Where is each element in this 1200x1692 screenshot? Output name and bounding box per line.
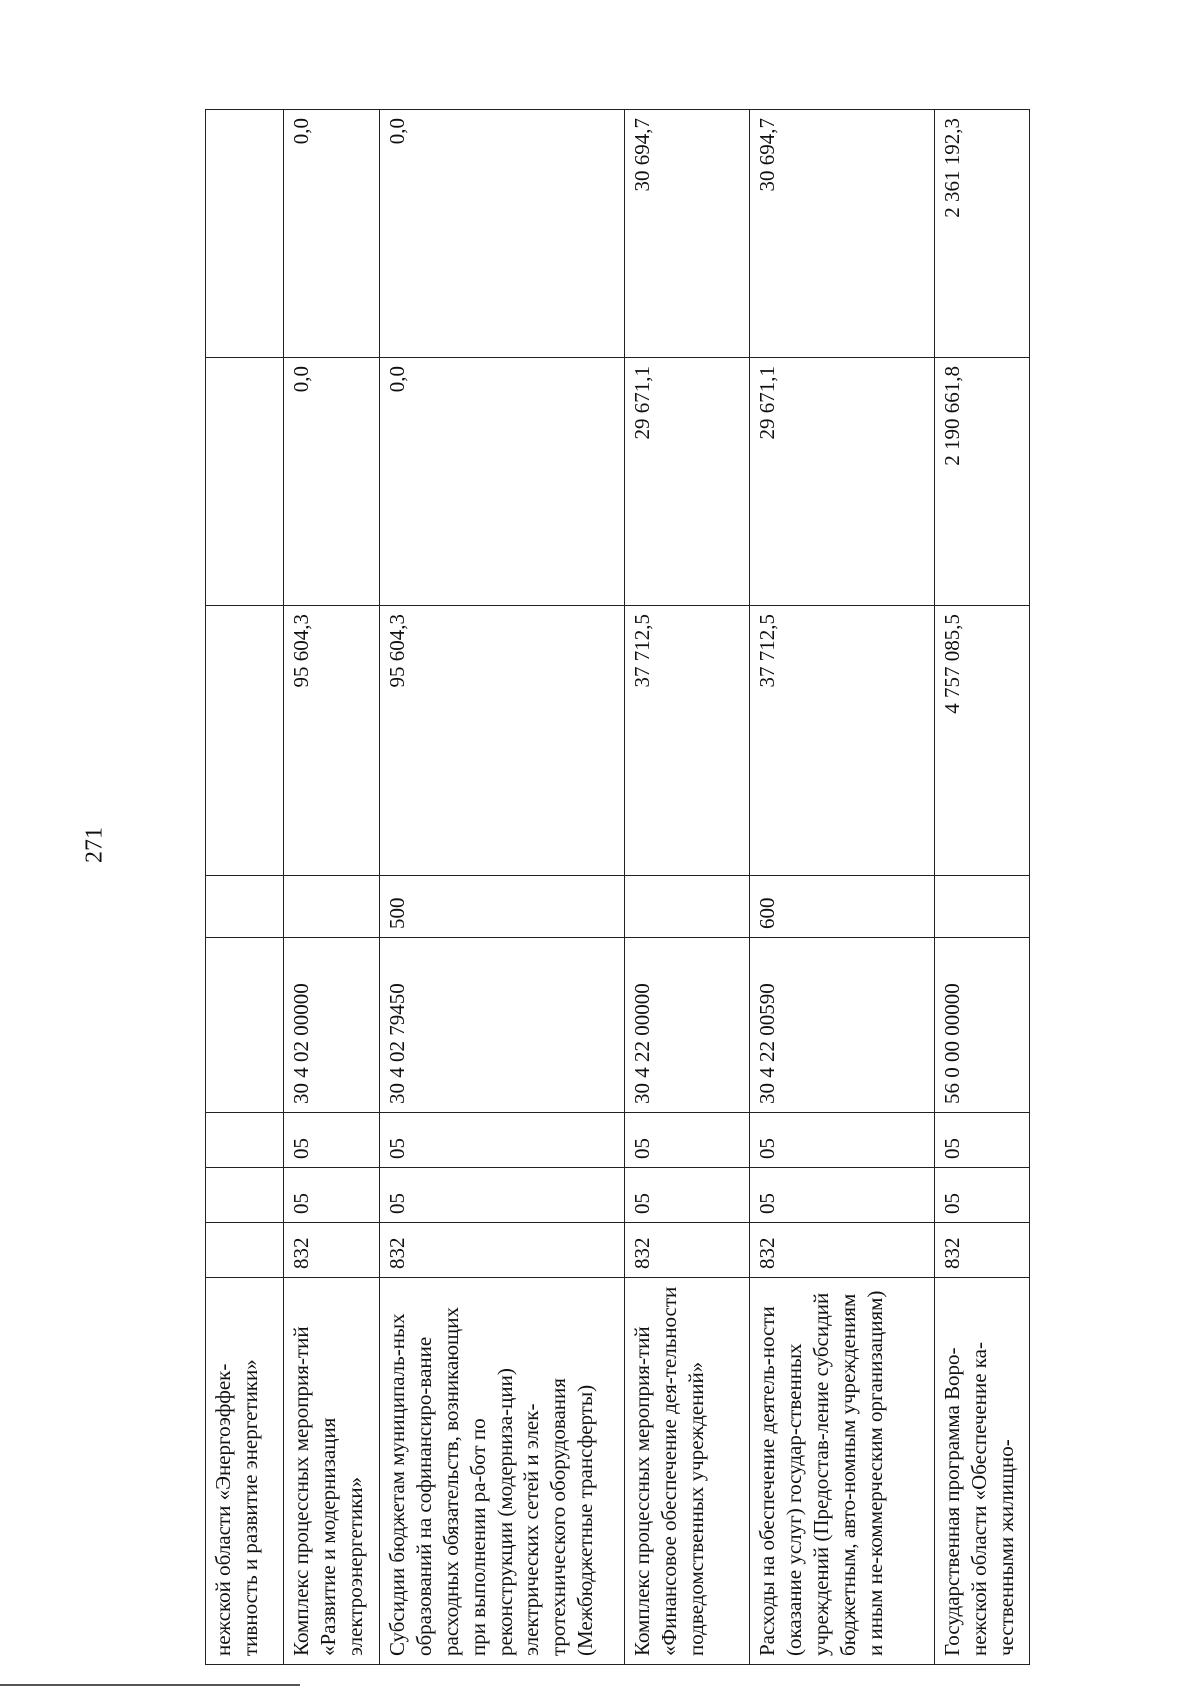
table-row bbox=[750, 110, 935, 1665]
subsection-cell: 05 bbox=[625, 1113, 750, 1168]
table-row bbox=[284, 110, 380, 1665]
expense-type-cell bbox=[206, 876, 284, 938]
expense-type-cell bbox=[284, 876, 380, 938]
description-cell: нежской области «Энергоэффек-тивность и развитие энергетики» bbox=[206, 1278, 284, 1665]
table-row bbox=[625, 110, 750, 1665]
table-container bbox=[205, 110, 1099, 1665]
amount-2025-cell: 95 604,3 bbox=[284, 606, 380, 876]
section-cell: 05 bbox=[750, 1168, 935, 1223]
amount-2027-cell bbox=[206, 110, 284, 358]
amount-2027-cell: 30 694,7 bbox=[625, 110, 750, 358]
description-cell: Комплекс процессных мероприя-тий «Развитие и модернизация электроэнергетики» bbox=[284, 1278, 380, 1665]
amount-2025-cell: 37 712,5 bbox=[750, 606, 935, 876]
amount-2026-cell: 2 190 661,8 bbox=[935, 358, 1030, 606]
amount-2027-cell: 0,0 bbox=[284, 110, 380, 358]
target-article-cell bbox=[206, 938, 284, 1113]
ministry-cell: 832 bbox=[750, 1223, 935, 1278]
target-article-cell: 30 4 22 00590 bbox=[750, 938, 935, 1113]
section-cell: 05 bbox=[380, 1168, 625, 1223]
subsection-cell: 05 bbox=[284, 1113, 380, 1168]
amount-2027-cell: 0,0 bbox=[380, 110, 625, 358]
expense-type-cell: 600 bbox=[750, 876, 935, 938]
ministry-cell: 832 bbox=[625, 1223, 750, 1278]
amount-2026-cell: 0,0 bbox=[284, 358, 380, 606]
amount-2026-cell: 29 671,1 bbox=[625, 358, 750, 606]
amount-2026-cell: 29 671,1 bbox=[750, 358, 935, 606]
expense-type-cell bbox=[935, 876, 1030, 938]
subsection-cell: 05 bbox=[935, 1113, 1030, 1168]
target-article-cell: 30 4 22 00000 bbox=[625, 938, 750, 1113]
amount-2025-cell: 95 604,3 bbox=[380, 606, 625, 876]
table-row bbox=[380, 110, 625, 1665]
subsection-cell: 05 bbox=[750, 1113, 935, 1168]
amount-2025-cell bbox=[206, 606, 284, 876]
ministry-cell: 832 bbox=[284, 1223, 380, 1278]
subsection-cell: 05 bbox=[380, 1113, 625, 1168]
target-article-cell: 30 4 02 79450 bbox=[380, 938, 625, 1113]
expense-type-cell: 500 bbox=[380, 876, 625, 938]
scan-artifact-line bbox=[0, 1684, 300, 1686]
amount-2026-cell: 0,0 bbox=[380, 358, 625, 606]
section-cell: 05 bbox=[935, 1168, 1030, 1223]
expense-type-cell bbox=[625, 876, 750, 938]
rotated-page-content bbox=[205, 110, 1099, 1665]
description-cell: Субсидии бюджетам муниципаль-ных образований на софинансиро-вание расходных обязательств, возникающих при выполнении ра-бот по реконструкции (модерниза-ции) электрических сетей и элек-тротехнического оборудования (Межбюджетные трансферты) bbox=[380, 1278, 625, 1665]
target-article-cell: 30 4 02 00000 bbox=[284, 938, 380, 1113]
amount-2027-cell: 30 694,7 bbox=[750, 110, 935, 358]
amount-2025-cell: 4 757 085,5 bbox=[935, 606, 1030, 876]
ministry-cell: 832 bbox=[935, 1223, 1030, 1278]
table-row bbox=[935, 110, 1030, 1665]
ministry-cell: 832 bbox=[380, 1223, 625, 1278]
table-row bbox=[206, 110, 284, 1665]
page-number: 271 bbox=[81, 827, 108, 863]
description-cell: Расходы на обеспечение деятель-ности (оказание услуг) государ-ственных учреждений (Предостав-ление субсидий бюджетным, авто-номным учреждениям и иным не-коммерческим организациям) bbox=[750, 1278, 935, 1665]
section-cell bbox=[206, 1168, 284, 1223]
section-cell: 05 bbox=[284, 1168, 380, 1223]
target-article-cell: 56 0 00 00000 bbox=[935, 938, 1030, 1113]
budget-table bbox=[205, 109, 1030, 1665]
amount-2025-cell: 37 712,5 bbox=[625, 606, 750, 876]
section-cell: 05 bbox=[625, 1168, 750, 1223]
ministry-cell bbox=[206, 1223, 284, 1278]
description-cell: Комплекс процессных мероприя-тий «Финансовое обеспечение дея-тельности подведомственных учреждений» bbox=[625, 1278, 750, 1665]
subsection-cell bbox=[206, 1113, 284, 1168]
amount-2027-cell: 2 361 192,3 bbox=[935, 110, 1030, 358]
description-cell: Государственная программа Воро-нежской области «Обеспечение ка-чественными жилищно- bbox=[935, 1278, 1030, 1665]
amount-2026-cell bbox=[206, 358, 284, 606]
